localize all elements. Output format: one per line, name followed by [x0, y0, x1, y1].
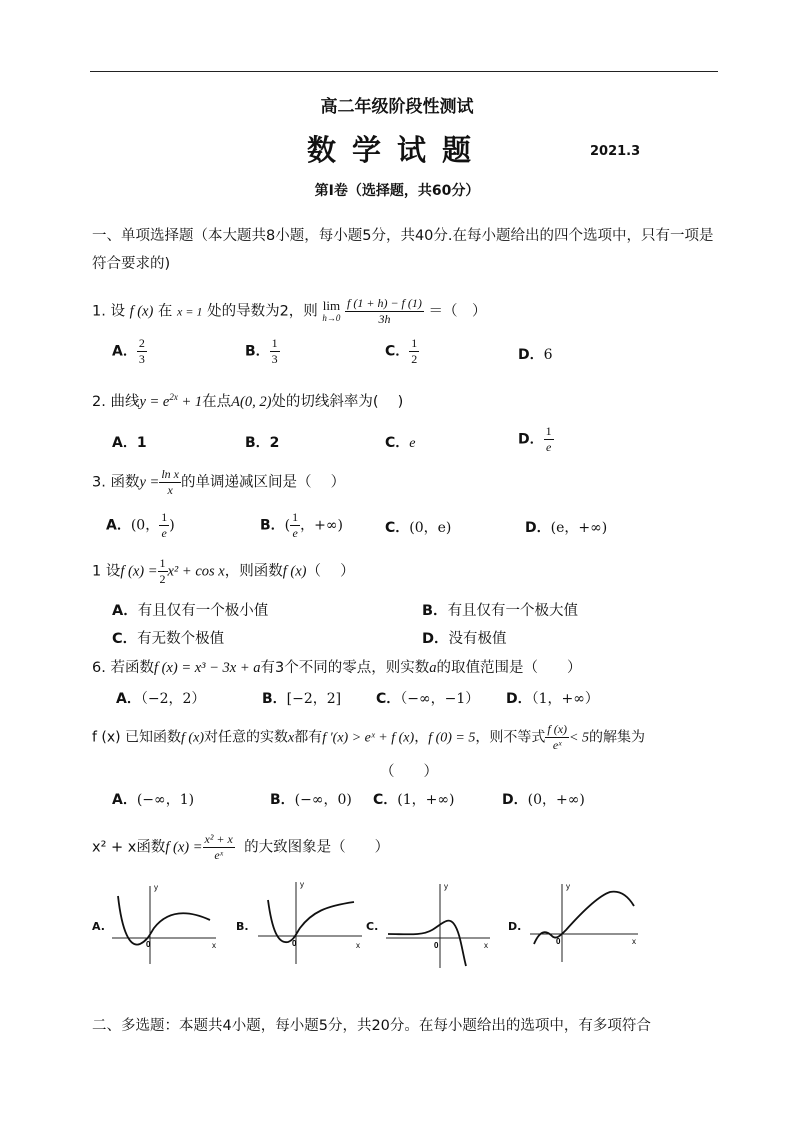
- option-text: （1，+∞）: [531, 691, 599, 707]
- q8-fx: f (x) =: [165, 839, 203, 856]
- q8-graph-d-label: D.: [508, 920, 522, 933]
- question-1: [92, 296, 487, 327]
- q3-y: y =: [139, 474, 160, 491]
- q7-condition: f ′(x) > eˣ + f (x): [322, 730, 415, 746]
- q1-text-4: ＝（ ）: [428, 303, 487, 320]
- q7-x: x: [287, 730, 295, 746]
- question-7: [92, 722, 645, 753]
- q1-fraction: [345, 296, 424, 327]
- y-label: y: [300, 880, 304, 889]
- option-pre: (: [284, 517, 291, 534]
- q1-fx: f (x): [129, 303, 154, 320]
- option-den: e: [545, 440, 552, 454]
- q7-option-d[interactable]: [502, 789, 585, 809]
- q7-number: f (x): [92, 729, 121, 746]
- option-text: [−2，2]: [286, 691, 342, 707]
- q7-answer-blank[interactable]: （ ）: [380, 764, 438, 780]
- option-num: 1: [292, 510, 299, 524]
- q5-option-d[interactable]: [422, 627, 507, 648]
- option-den: 2: [411, 352, 418, 366]
- paper-part-heading: 第Ⅰ卷（选择题，共60分）: [314, 183, 480, 199]
- q2-text-1: 曲线: [110, 394, 140, 410]
- q7-fx: f (x): [181, 730, 204, 746]
- origin-label: 0: [292, 939, 297, 948]
- q8-graph-b-label: B.: [236, 920, 249, 933]
- option-num: 1: [161, 510, 168, 524]
- section1-heading: 一、单项选择题（本大题共8小题，每小题5分，共40分.在每小题给出的四个选项中，只有一项是符合要求的): [92, 228, 714, 272]
- curve: [388, 921, 466, 966]
- q3-den: x: [167, 483, 173, 497]
- q6-option-a[interactable]: [116, 688, 205, 708]
- option-post: ，+∞): [300, 517, 343, 534]
- q3-option-d[interactable]: [525, 517, 607, 537]
- q7-text-3: 都有: [294, 729, 323, 746]
- q6-text-2: 有3个不同的零点，则实数: [260, 660, 430, 676]
- q5-number: 1: [92, 563, 102, 580]
- option-den: 3: [271, 352, 278, 366]
- q6-option-c[interactable]: [376, 688, 479, 708]
- option-label: B．: [270, 792, 295, 808]
- q2-text-3: 处的切线斜率为( ): [271, 394, 404, 410]
- q6-text-3: 的取值范围是（ ）: [436, 660, 582, 676]
- q3-text-2: 的单调递减区间是（ ）: [180, 474, 346, 491]
- option-text: (−∞，0): [294, 792, 352, 808]
- q7-option-a[interactable]: [112, 789, 194, 809]
- q5-fx: f (x) =: [120, 563, 158, 580]
- q1-text-3: 处的导数为2，则: [207, 303, 318, 320]
- q8-den: eˣ: [214, 848, 224, 862]
- origin-label: 0: [434, 941, 439, 950]
- q7-text-5: ，则不等式: [475, 729, 546, 746]
- q5-option-a[interactable]: [112, 599, 268, 620]
- question-8: [92, 832, 389, 863]
- q5-option-c[interactable]: [112, 627, 224, 648]
- q8-number: x² + x: [92, 839, 137, 856]
- option-label: B．: [245, 435, 270, 451]
- question-6: [92, 656, 582, 677]
- q6-option-b[interactable]: [262, 688, 341, 708]
- q7-den: eˣ: [552, 738, 562, 752]
- option-num: 1: [545, 424, 552, 438]
- q8-text-2: 的大致图象是（ ）: [244, 839, 390, 856]
- q6-number: 6.: [92, 660, 106, 676]
- question-5: [92, 556, 355, 587]
- option-text: (e，+∞): [550, 520, 608, 536]
- q5-text-2: ，则函数: [224, 563, 283, 580]
- q8-graph-d[interactable]: [526, 880, 642, 964]
- q3-option-c[interactable]: [385, 517, 451, 537]
- option-text: 1: [136, 435, 147, 451]
- option-label: A．: [106, 517, 131, 534]
- option-label: A．: [112, 343, 137, 360]
- option-text: (0，e): [409, 520, 452, 536]
- origin-label: 0: [146, 940, 151, 949]
- option-text: 有且仅有一个极大值: [447, 603, 579, 619]
- section2-heading: 二、多选题：本题共4小题，每小题5分，共20分。在每小题给出的选项中，有多项符合: [92, 1018, 651, 1034]
- option-label: C．: [385, 435, 410, 451]
- option-text: (−∞，1): [136, 792, 195, 808]
- option-label: C．: [373, 792, 398, 808]
- q1-option-a[interactable]: [112, 336, 147, 367]
- q7-option-b[interactable]: [270, 789, 352, 809]
- option-label: C．: [385, 520, 410, 536]
- option-den: 3: [138, 352, 145, 366]
- q8-graph-c[interactable]: [382, 880, 494, 970]
- option-num: 1: [411, 336, 418, 350]
- q5-text-1: 设: [105, 563, 121, 580]
- option-label: D．: [518, 431, 544, 448]
- q5-den: 2: [159, 572, 166, 586]
- q8-graph-a-label: A.: [92, 920, 105, 933]
- option-label: C．: [112, 631, 138, 647]
- y-label: y: [444, 882, 448, 891]
- q1-x-eq-1: x = 1: [177, 304, 203, 319]
- option-label: A．: [112, 603, 138, 619]
- option-num: 1: [271, 336, 278, 350]
- option-text: （−∞，−1）: [400, 691, 480, 707]
- option-text: 有且仅有一个极小值: [137, 603, 269, 619]
- x-label: x: [212, 941, 216, 950]
- q1-option-b[interactable]: [245, 336, 280, 367]
- option-label: B．: [260, 517, 285, 534]
- option-label: A．: [116, 691, 141, 707]
- q5-num: 1: [159, 556, 166, 570]
- option-text: (0，+∞): [527, 792, 585, 808]
- option-post: ): [169, 517, 175, 534]
- option-label: B．: [245, 343, 270, 360]
- q3-num: ln x: [161, 467, 179, 481]
- curve: [534, 892, 634, 944]
- y-label: y: [566, 882, 570, 891]
- q6-expr: f (x) = x³ − 3x + a: [153, 660, 261, 676]
- q6-text-1: 若函数: [110, 660, 154, 676]
- option-label: D．: [502, 792, 528, 808]
- q3-option-b[interactable]: [260, 510, 343, 541]
- x-label: x: [356, 941, 360, 950]
- option-text: 有无数个极值: [137, 631, 225, 647]
- q1-text-1: 设: [110, 303, 125, 320]
- q1-option-d[interactable]: [518, 344, 553, 364]
- exam-subtitle: 高二年级阶段性测试: [320, 97, 474, 117]
- q3-option-a[interactable]: [106, 510, 175, 541]
- option-num: 2: [138, 336, 145, 350]
- option-pre: (0，: [130, 517, 160, 534]
- option-label: D．: [506, 691, 532, 707]
- q2-exp: 2x: [169, 392, 178, 403]
- q2-option-c[interactable]: [385, 432, 416, 452]
- q2-option-d[interactable]: [518, 424, 554, 455]
- q8-graph-a[interactable]: [108, 882, 220, 966]
- q3-number: 3.: [92, 474, 106, 491]
- q5-option-b[interactable]: [422, 599, 578, 620]
- q5-fx2: f (x): [282, 563, 307, 580]
- q1-text-2: 在: [157, 303, 173, 320]
- option-label: A．: [112, 435, 137, 451]
- option-text: 2: [269, 435, 280, 451]
- q1-frac-num: f (1 + h) − f (1): [347, 296, 422, 310]
- q6-option-d[interactable]: [506, 688, 599, 708]
- q5-text-3: （ ）: [306, 563, 355, 580]
- q7-text-6: 的解集为: [588, 729, 645, 746]
- origin-label: 0: [556, 937, 561, 946]
- option-label: A．: [112, 792, 137, 808]
- q2-expr-2: + 1: [177, 394, 203, 410]
- q6-a: a: [429, 660, 437, 676]
- x-label: x: [632, 937, 636, 946]
- option-text: (1，+∞): [397, 792, 455, 808]
- option-den: e: [292, 526, 298, 540]
- q2-text-2: 在点: [202, 394, 232, 410]
- option-label: D．: [518, 347, 544, 363]
- option-label: D．: [525, 520, 551, 536]
- q8-graph-b[interactable]: [254, 878, 366, 966]
- q7-text-4: ，: [414, 729, 429, 746]
- option-text: e: [409, 436, 416, 451]
- q3-text-1: 函数: [110, 474, 140, 491]
- option-den: e: [161, 526, 167, 540]
- q2-expr: y = e: [139, 394, 170, 410]
- q1-lim-sub: h→0: [322, 312, 341, 323]
- q2-option-b[interactable]: [245, 432, 279, 452]
- question-3: [92, 467, 345, 498]
- q1-frac-den: 3h: [378, 312, 391, 326]
- q2-point: A(0, 2): [231, 394, 272, 410]
- exam-title: 数学试题: [306, 133, 487, 167]
- q2-number: 2.: [92, 394, 106, 410]
- q1-lim: lim: [322, 297, 341, 313]
- q1-limit: [322, 297, 341, 324]
- q1-option-c[interactable]: [385, 336, 419, 367]
- q8-num: x² + x: [204, 832, 233, 846]
- option-label: C．: [385, 343, 410, 360]
- q7-num: f (x): [547, 722, 568, 736]
- option-text: 6: [543, 347, 553, 363]
- option-text: 没有极值: [448, 631, 507, 647]
- q7-f0: f (0) = 5: [428, 730, 476, 746]
- q7-text-2: 对任意的实数: [203, 729, 288, 746]
- q8-text-1: 函数: [136, 839, 166, 856]
- y-label: y: [154, 883, 158, 892]
- q1-number: 1.: [92, 303, 106, 320]
- q2-option-a[interactable]: [112, 432, 147, 452]
- option-label: B．: [262, 691, 287, 707]
- option-text: （−2，2）: [140, 691, 206, 707]
- q5-rest: x² + cos x: [167, 563, 225, 580]
- q7-lt: < 5: [569, 730, 589, 746]
- option-label: C．: [376, 691, 401, 707]
- option-label: B．: [422, 603, 448, 619]
- q7-text-1: 已知函数: [125, 729, 182, 746]
- curve: [118, 896, 210, 945]
- q8-graph-c-label: C.: [366, 920, 379, 933]
- q7-option-c[interactable]: [373, 789, 455, 809]
- question-2: [92, 390, 403, 411]
- option-label: D．: [422, 631, 449, 647]
- x-label: x: [484, 941, 488, 950]
- top-rule: [90, 71, 718, 72]
- exam-date: 2021.3: [590, 144, 641, 159]
